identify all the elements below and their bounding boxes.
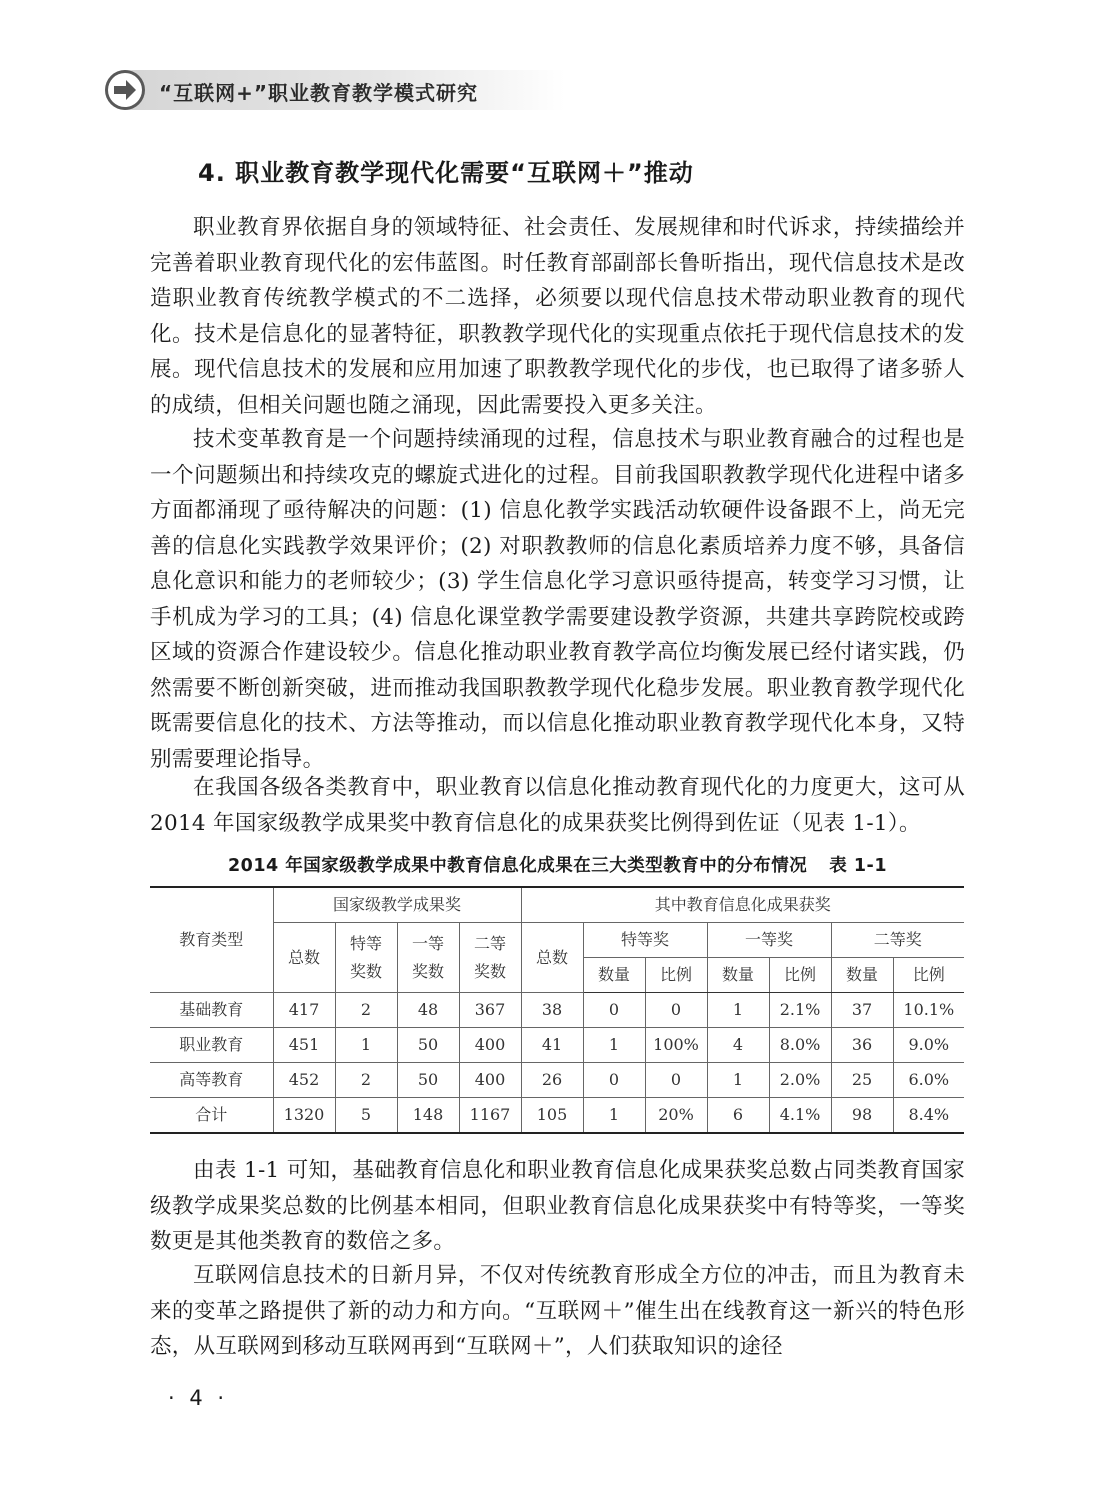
header-total: 总数 — [273, 923, 335, 993]
table-cell: 100% — [645, 1028, 707, 1063]
header-first-quantity: 数量 — [707, 958, 769, 993]
table-cell: 1 — [707, 993, 769, 1028]
table-cell: 1167 — [459, 1098, 521, 1134]
header-edu-type: 教育类型 — [150, 887, 273, 993]
header-it-award: 其中教育信息化成果获奖 — [521, 887, 964, 923]
table-cell: 38 — [521, 993, 583, 1028]
section-heading: 4. 职业教育教学现代化需要“互联网＋”推动 — [198, 159, 694, 187]
paragraph-4: 由表 1-1 可知，基础教育信息化和职业教育信息化成果获奖总数占同类教育国家级教学成果奖总数的比例基本相同，但职业教育信息化成果获奖中有特等奖，一等奖数更是其他类教育的数倍之多。 — [150, 1158, 965, 1254]
table-cell: 2.0% — [769, 1063, 831, 1098]
table-cell: 8.0% — [769, 1028, 831, 1063]
table-cell: 26 — [521, 1063, 583, 1098]
table-cell: 6 — [707, 1098, 769, 1134]
arrow-right-icon — [105, 70, 145, 110]
table-cell: 6.0% — [893, 1063, 964, 1098]
table-cell: 48 — [397, 993, 459, 1028]
table-cell: 1 — [583, 1028, 645, 1063]
paragraph-1: 职业教育界依据自身的领域特征、社会责任、发展规律和时代诉求，持续描绘并完善着职业教育现代化的宏伟蓝图。时任教育部副部长鲁昕指出，现代信息技术是改造职业教育传统教学模式的不二选择，必须要以现代信息技术带动职业教育的现代化。技术是信息化的显著特征，职教教学现代化的实现重点依托于现代信息技术的发展。现代信息技术的发展和应用加速了职教教学现代化的步伐，也已取得了诸多骄人的成绩，但相关问题也随之涌现，因此需要投入更多关注。 — [150, 215, 965, 418]
table-cell: 417 — [273, 993, 335, 1028]
table-caption-title: 2014 年国家级教学成果中教育信息化成果在三大类型教育中的分布情况 — [227, 856, 808, 876]
table-cell: 2 — [335, 993, 397, 1028]
table-cell: 37 — [831, 993, 893, 1028]
table-cell: 400 — [459, 1028, 521, 1063]
header-first-count-label: 一等奖数 — [411, 933, 444, 981]
table-cell: 50 — [397, 1063, 459, 1098]
table-cell: 9.0% — [893, 1028, 964, 1063]
table-cell: 2 — [335, 1063, 397, 1098]
table-number: 表 1-1 — [829, 856, 887, 876]
table-cell: 148 — [397, 1098, 459, 1134]
table-row — [150, 993, 964, 1028]
table-cell: 1 — [707, 1063, 769, 1098]
table-cell: 105 — [521, 1098, 583, 1134]
table-cell: 0 — [645, 993, 707, 1028]
table-cell: 367 — [459, 993, 521, 1028]
running-head — [105, 70, 565, 110]
table-cell: 36 — [831, 1028, 893, 1063]
paragraph-2: 技术变革教育是一个问题持续涌现的过程，信息技术与职业教育融合的过程也是一个问题频出和持续攻克的螺旋式进化的过程。目前我国职教教学现代化进程中诸多方面都涌现了亟待解决的问题：(1) 信息化教学实践活动软硬件设备跟不上，尚无完善的信息化实践教学效果评价；(2) 对职教教师的信息化素质培养力度不够，具备信息化意识和能力的老师较少；(3) 学生信息化学习意识亟待提高，转变学习习惯，让手机成为学习的工具；(4) 信息化课堂教学需要建设教学资源，共建共享跨院校或跨区域的资源合作建设较少。信息化推动职业教育教学高位均衡发展已经付诸实践，仍然需要不断创新突破，进而推动我国职教教学现代化稳步发展。职业教育教学现代化既需要信息化的技术、方法等推动，而以信息化推动职业教育教学现代化本身，又特别需要理论指导。 — [150, 427, 965, 772]
header-special-ratio: 比例 — [645, 958, 707, 993]
table-cell: 5 — [335, 1098, 397, 1134]
table-cell: 452 — [273, 1063, 335, 1098]
table-cell: 基础教育 — [150, 993, 273, 1028]
header-first-ratio: 比例 — [769, 958, 831, 993]
table-row — [150, 1028, 964, 1063]
header-first-count — [397, 923, 459, 993]
paragraph-3: 在我国各级各类教育中，职业教育以信息化推动教育现代化的力度更大，这可从 2014 年国家级教学成果奖中教育信息化的成果获奖比例得到佐证（见表 1-1）。 — [150, 775, 965, 836]
page-number: · 4 · — [168, 1386, 229, 1410]
header-it-total: 总数 — [521, 923, 583, 993]
header-special: 特等奖 — [583, 923, 707, 958]
table-cell: 451 — [273, 1028, 335, 1063]
table-cell: 8.4% — [893, 1098, 964, 1134]
header-second-ratio: 比例 — [893, 958, 964, 993]
table-cell: 2.1% — [769, 993, 831, 1028]
table-cell: 10.1% — [893, 993, 964, 1028]
header-row-2 — [150, 923, 964, 958]
header-special-quantity: 数量 — [583, 958, 645, 993]
table-cell: 41 — [521, 1028, 583, 1063]
table-cell: 4 — [707, 1028, 769, 1063]
header-national-award: 国家级教学成果奖 — [273, 887, 521, 923]
header-second-count-label: 二等奖数 — [473, 933, 506, 981]
table-cell: 职业教育 — [150, 1028, 273, 1063]
table-cell: 1 — [335, 1028, 397, 1063]
table-cell: 25 — [831, 1063, 893, 1098]
table-cell: 4.1% — [769, 1098, 831, 1134]
header-first: 一等奖 — [707, 923, 831, 958]
table-row-total — [150, 1098, 964, 1134]
table-row — [150, 1063, 964, 1098]
table-cell: 1 — [583, 1098, 645, 1134]
table-cell: 400 — [459, 1063, 521, 1098]
header-special-count — [335, 923, 397, 993]
table-cell: 98 — [831, 1098, 893, 1134]
table-cell: 1320 — [273, 1098, 335, 1134]
paragraph-5: 互联网信息技术的日新月异，不仅对传统教育形成全方位的冲击，而且为教育未来的变革之路提供了新的动力和方向。“互联网＋”催生出在线教育这一新兴的特色形态，从互联网到移动互联网再到“互联网＋”，人们获取知识的途径 — [150, 1263, 965, 1359]
table-caption — [150, 852, 965, 877]
header-second-quantity: 数量 — [831, 958, 893, 993]
table-cell: 0 — [583, 1063, 645, 1098]
table-cell: 0 — [645, 1063, 707, 1098]
header-special-count-label: 特等奖数 — [349, 933, 382, 981]
header-row-1 — [150, 887, 964, 923]
table-cell: 20% — [645, 1098, 707, 1134]
header-second-count — [459, 923, 521, 993]
header-second: 二等奖 — [831, 923, 964, 958]
table-cell: 合计 — [150, 1098, 273, 1134]
table-cell: 50 — [397, 1028, 459, 1063]
table-cell: 0 — [583, 993, 645, 1028]
running-head-title: “互联网+”职业教育教学模式研究 — [159, 81, 479, 105]
award-distribution-table — [150, 886, 964, 1134]
table-cell: 高等教育 — [150, 1063, 273, 1098]
